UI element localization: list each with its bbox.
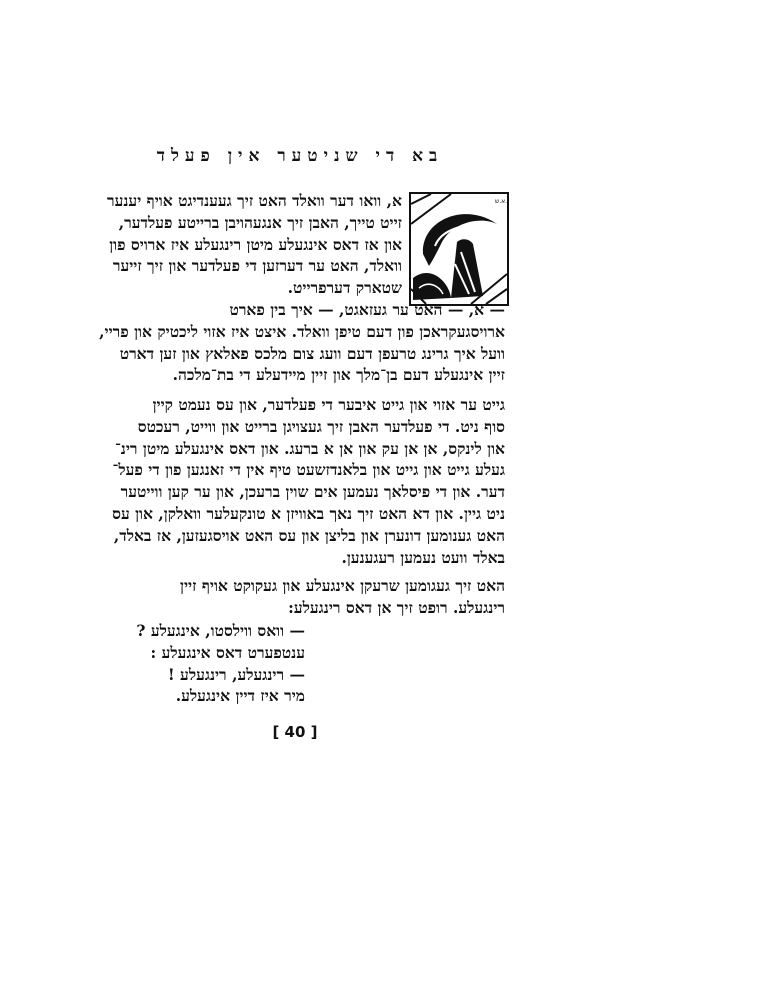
text-line: סוף ניט. די פעלדער האבן זיך געצויגן ברייט און ווייט, רעכטס xyxy=(137,416,505,436)
text-line: גייט ער אזוי און גייט איבער די פעלדער, און עס נעמט קיין xyxy=(152,395,505,414)
paragraph-3 xyxy=(73,575,505,619)
woodcut-art xyxy=(411,194,507,304)
text-line: א, וואו דער וואלד האט זיך געענדיגט אויף יענער xyxy=(107,191,402,210)
text-line: זייט טייך, האבן זיך אנגעהויבן ברייטע פעלדער, xyxy=(118,212,402,232)
text-line: זיין אינגעלע דעם בן־מלך און זיין מיידעלע די בת־מלכה. xyxy=(172,365,505,385)
text-line: ניט גיין. און דא האט זיך נאך באוויזן א טונקעלער וואלקן, און עס xyxy=(112,503,505,523)
dialogue-block xyxy=(105,620,305,707)
text-line: וואלד, האט ער דערזען די פעלדער און זיך זייער xyxy=(112,256,402,276)
text-line: און לינקס, אן אן עק און אן א ברעג. און דאס אינגעלע מיטן רינ־ xyxy=(114,438,505,458)
dialogue-line: — רינגעלע, רינגעלע ! xyxy=(167,664,305,684)
text-line: געלע גייט און גייט און בלאנדזשעט טיף אין די זאנגען פון די פעל־ xyxy=(112,460,505,480)
dialogue-line: מיר איז דיין אינגעלע. xyxy=(175,686,305,706)
paragraph-1 xyxy=(88,190,402,299)
text-line: וועל איך גרינג טרעפן דעם וועג צום מלכס פאלאץ און זען דארט xyxy=(119,343,505,363)
text-line: רינגעלע. רופט זיך אן דאס רינגעלע: xyxy=(288,597,505,617)
text-line: באלד וועט נעמען רעגענען. xyxy=(341,547,505,567)
text-line: ארויסגעקראכן פון דעם טיפן וואלד. איצט איז אזוי ליכטיק און פריי, xyxy=(99,321,505,341)
text-line: שטארק דערפרייט. xyxy=(287,278,402,298)
text-line: האט זיך געגומען שרעקן אינגעלע און געקוקט אויף זיין xyxy=(180,576,505,595)
page-number: [ 40 ] xyxy=(272,723,318,741)
chapter-title: בא די שניטער אין פעלד xyxy=(156,146,444,166)
text-line: האט גענומען דונערן און בליצן און עס האט אויסגעזען, אז באלד, xyxy=(113,525,505,545)
woodcut-illustration xyxy=(409,192,509,306)
dialogue-line: — וואס ווילסטו, אינגעלע ? xyxy=(136,621,305,640)
text-line: דער. און די פיסלאך נעמען אים שוין ברעכן, און ער קען ווייטער xyxy=(120,482,505,502)
dialogue-line: ענטפערט דאס אינגעלע : xyxy=(150,642,305,662)
text-line: און אז דאס אינגעלע מיטן רינגעלע איז ארויס פון xyxy=(109,234,402,254)
woodcut-initials: א.ש. xyxy=(495,198,507,205)
paragraph-1b xyxy=(73,299,505,386)
paragraph-2 xyxy=(73,394,505,568)
text-line: — א, — האט ער געזאגט, — איך בין פארט xyxy=(229,300,505,319)
